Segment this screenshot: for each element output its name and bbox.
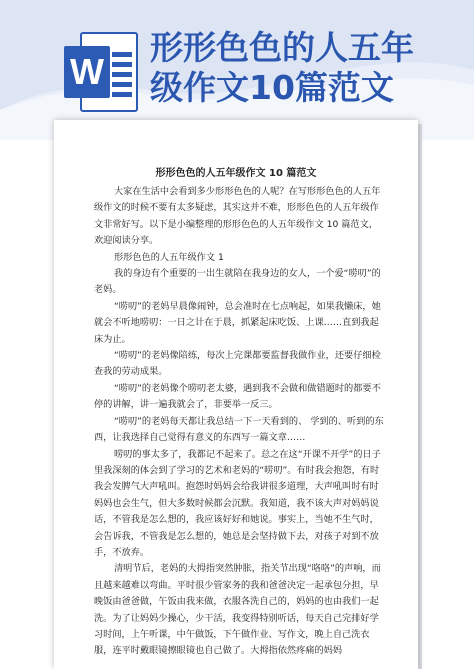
word-letter-badge: W (64, 46, 110, 98)
document-page (54, 120, 418, 669)
paragraph-text: 我的身边有个重要的一出生就陪在我身边的女人，一个爱“唠叨”的老妈。 (94, 268, 381, 296)
paragraph (94, 381, 384, 414)
paragraph (94, 184, 384, 250)
banner-title-line-1: 形形色色的人五年 (150, 28, 414, 67)
banner-title (150, 28, 470, 108)
paragraph (94, 447, 384, 562)
text-line-icon (112, 92, 132, 97)
paragraph-text: 唠叨的事太多了，我都记不起来了。总之在这“开课不开学”的日子里我深刻的体会到了学习的艺术和老妈的“唠叨”。有时我会抱怨，有时我会发脾气大声吼叫。抱怨时妈妈会给我讲很多道理，大声吼叫时有时妈妈也会生气，但大多数时候都会沉默。我知道，我不该大声对妈妈说话，不管我是怎么想的，我应该好好和她说。事实上，当她不生气时，会告诉我，不管我是怎么想的，她总是会坚持做下去，对孩子对到不放手，不放弃。 (94, 448, 381, 558)
document-body (94, 184, 384, 660)
paragraph-text: “唠叨”的老妈像陪练，每次上完课都要监督我做作业，还要仔细检查我的劳动成果。 (94, 350, 381, 378)
text-line-icon (112, 62, 132, 67)
paragraph (94, 299, 384, 348)
paragraph (94, 348, 384, 381)
paragraph-text: “唠叨”的老妈每天都让我总结一下一天看到的、 学到的、听到的东西，让我选择自己觉得有意义的东西写一篇文章…… (94, 415, 384, 444)
text-line-icon (112, 82, 132, 87)
paragraph (94, 561, 384, 659)
paragraph-text: “唠叨”的老妈像个唠叨老太婆，遇到我不会做和做错题时的都要不停的讲解，讲一遍我就会了，非要举一反三。 (94, 382, 381, 411)
paragraph-text: 清明节后，老妈的大拇指突然肿胀，指关节出现“咯咯”的声响，而且越来越难以弯曲。平时很少管家务的我和爸爸决定一起承包分担，早晚饭由爸爸做，午饭由我来做，衣服各洗自己的，妈妈的也由我们一起洗。为了让妈妈少操心，少干活，我变得特别听话，每天自己完排好学习时间，上午听课，中午做饭，下午做作业、写作文，晚上自己洗衣服，连平时戴眼镜擦眼镜也自己做了。大拇指依然疼痛的妈妈 (94, 563, 381, 657)
paragraph-text: 大家在生活中会看到多少形形色色的人呢？在写形形色色的人五年级作文的时候不要有太多疑虑，其实这并不难，形形色色的人五年级作文非常好写。以下是小编整理的形形色色的人五年级作文 10 篇范文，欢迎阅读分享。 (94, 186, 381, 247)
banner-title-line-2: 级作文10篇范文 (150, 68, 394, 107)
paragraph (94, 414, 384, 447)
text-line-icon (112, 52, 132, 57)
paragraph-text: “唠叨”的老妈早晨像闹钟，总会准时在七点响起，如果我懒床，她就会不听地唠叨：一日之计在于晨，抓紧起床吃饭、上课……直到我起床为止。 (94, 300, 381, 345)
header-banner (0, 0, 474, 140)
paragraph-text: 形形色色的人五年级作文 1 (114, 251, 224, 263)
word-document-icon (64, 32, 140, 112)
paragraph (94, 266, 384, 299)
document-title: 形形色色的人五年级作文 10 篇范文 (155, 168, 317, 179)
paragraph (94, 250, 384, 266)
text-line-icon (112, 72, 132, 77)
